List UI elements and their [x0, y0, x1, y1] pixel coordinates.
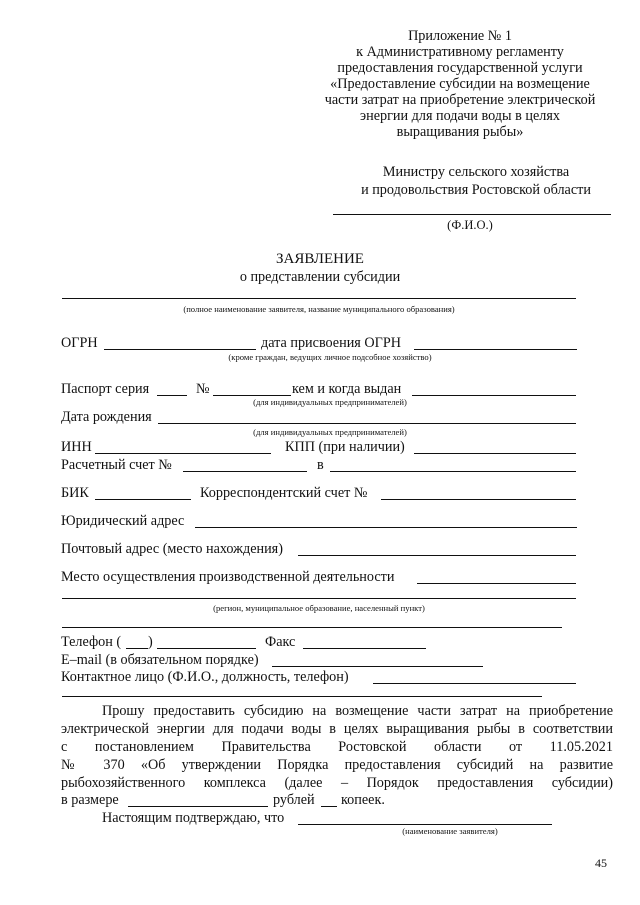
- ogrn-hint: (кроме граждан, ведущих личное подсобное хозяйство): [228, 352, 432, 362]
- ogrn-date-label: дата присвоения ОГРН: [261, 335, 401, 351]
- email-field[interactable]: [272, 666, 483, 667]
- inn-field[interactable]: [95, 453, 271, 454]
- request-line-5: рыбохозяйственного комплекса (далее – Порядок предоставления субсидии): [61, 775, 613, 791]
- production-place-line-2[interactable]: [62, 598, 576, 599]
- fax-label: Факс: [265, 634, 296, 650]
- bank-in-label: в: [317, 457, 324, 473]
- passport-series-field[interactable]: [157, 395, 187, 396]
- postal-address-field[interactable]: [298, 555, 576, 556]
- ogrn-field[interactable]: [104, 349, 256, 350]
- bik-label: БИК: [61, 485, 89, 501]
- contact-field[interactable]: [373, 683, 576, 684]
- postal-address-label: Почтовый адрес (место нахождения): [61, 541, 283, 557]
- request-line-1: Прошу предоставить субсидию на возмещение части затрат на приобретение: [102, 703, 613, 719]
- amount-rubles-label: рублей: [273, 792, 315, 808]
- amount-prefix: в размере: [61, 792, 119, 808]
- contact-label: Контактное лицо (Ф.И.О., должность, телефон): [61, 669, 349, 685]
- corr-account-field[interactable]: [381, 499, 576, 500]
- appendix-line-1: Приложение № 1: [408, 28, 512, 44]
- applicant-hint: (полное наименование заявителя, название муниципального образования): [183, 304, 455, 314]
- individual-hint-2: (для индивидуальных предпринимателей): [253, 427, 407, 437]
- passport-number-field[interactable]: [213, 395, 291, 396]
- confirm-applicant-field[interactable]: [298, 824, 552, 825]
- account-label: Расчетный счет №: [61, 457, 172, 473]
- amount-rubles-field[interactable]: [128, 806, 268, 807]
- bank-field[interactable]: [330, 471, 576, 472]
- passport-number-label: №: [196, 381, 210, 397]
- inn-label: ИНН: [61, 439, 92, 455]
- doc-title: ЗАЯВЛЕНИЕ: [276, 251, 364, 267]
- account-field[interactable]: [183, 471, 307, 472]
- phone-field[interactable]: [157, 648, 256, 649]
- applicant-name-line[interactable]: [62, 298, 576, 299]
- bik-field[interactable]: [95, 499, 191, 500]
- confirm-text: Настоящим подтверждаю, что: [102, 810, 285, 826]
- confirm-hint: (наименование заявителя): [402, 826, 498, 836]
- doc-subtitle: о представлении субсидии: [239, 269, 401, 285]
- ogrn-label: ОГРН: [61, 335, 98, 351]
- appendix-line-2: к Административному регламенту: [356, 44, 564, 60]
- corr-account-label: Корреспондентский счет №: [200, 485, 368, 501]
- contact-line-2[interactable]: [62, 696, 542, 697]
- production-place-label: Место осуществления производственной деятельности: [61, 569, 395, 585]
- addressee-line-1: Министру сельского хозяйства: [382, 164, 570, 180]
- request-line-4: № 370 «Об утверждении Порядка предоставления субсидий на развитие: [61, 757, 613, 773]
- page-number: 45: [595, 856, 607, 870]
- fio-caption: (Ф.И.О.): [447, 218, 493, 232]
- production-place-field[interactable]: [417, 583, 576, 584]
- kpp-field[interactable]: [414, 453, 576, 454]
- birth-date-label: Дата рождения: [61, 409, 152, 425]
- fio-line: [333, 214, 611, 215]
- phone-paren-close: ): [148, 634, 153, 650]
- appendix-line-6: энергии для подачи воды в целях: [360, 108, 560, 124]
- appendix-block: [300, 28, 620, 140]
- birth-date-field[interactable]: [158, 423, 576, 424]
- amount-kopeks-field[interactable]: [321, 806, 337, 807]
- addressee-block: [330, 163, 622, 199]
- appendix-line-3: предоставления государственной услуги: [337, 60, 583, 76]
- legal-address-field[interactable]: [195, 527, 577, 528]
- phone-code-field[interactable]: [126, 648, 148, 649]
- region-hint: (регион, муниципальное образование, населенный пункт): [213, 603, 425, 613]
- legal-address-label: Юридический адрес: [61, 513, 185, 529]
- addressee-line-2: и продовольствия Ростовской области: [361, 182, 591, 198]
- email-label: E–mail (в обязательном порядке): [61, 652, 259, 668]
- fax-field[interactable]: [303, 648, 426, 649]
- phone-label: Телефон (: [61, 634, 122, 650]
- request-line-2: электрической энергии для подачи воды в целях выращивания рыбы в соответствии: [61, 721, 613, 737]
- appendix-line-5: части затрат на приобретение электрической: [324, 92, 596, 108]
- ogrn-date-field[interactable]: [414, 349, 577, 350]
- passport-label: Паспорт серия: [61, 381, 150, 397]
- passport-issued-field[interactable]: [412, 395, 576, 396]
- appendix-line-4: «Предоставление субсидии на возмещение: [330, 76, 590, 92]
- passport-issued-label: кем и когда выдан: [292, 381, 402, 397]
- amount-kopeks-label: копеек.: [341, 792, 385, 808]
- kpp-label: КПП (при наличии): [285, 439, 405, 455]
- request-line-3: с постановлением Правительства Ростовской области от 11.05.2021: [61, 739, 613, 755]
- individual-hint-1: (для индивидуальных предпринимателей): [253, 397, 407, 407]
- appendix-line-7: выращивания рыбы»: [396, 124, 524, 140]
- extra-line[interactable]: [62, 627, 562, 628]
